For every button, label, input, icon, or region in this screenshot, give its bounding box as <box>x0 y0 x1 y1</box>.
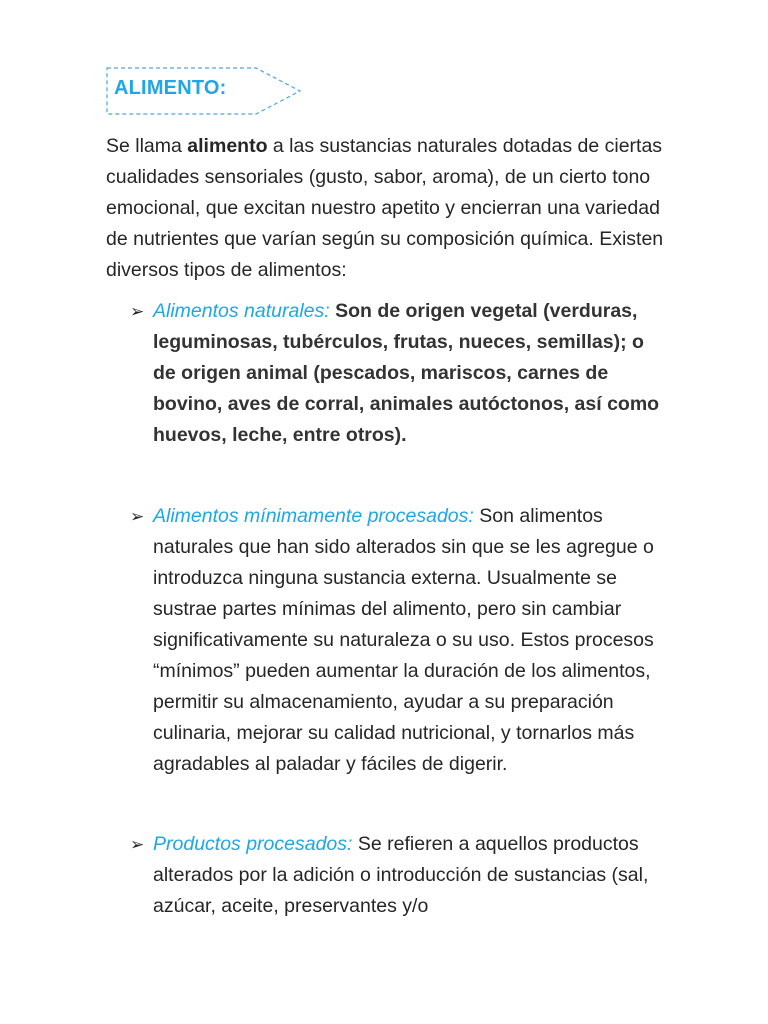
bullet-content <box>153 829 665 922</box>
arrow-bullet-icon: ➢ <box>130 507 145 526</box>
bullet-productos-procesados <box>130 829 665 922</box>
bullet-term: Alimentos naturales: <box>153 300 330 322</box>
bullet-term: Alimentos mínimamente procesados: <box>153 505 474 527</box>
bullet-alimentos-minimamente-procesados <box>130 501 665 780</box>
bullet-text: Son alimentos naturales que han sido alterados sin que se les agregue o introduzca ninguna sustancia externa. Usualmente se sustrae partes mínimas del alimento, pero sin cambiar significativamente su naturaleza o su uso. Estos procesos “mínimos” pueden aumentar la duración de los alimentos, permitir su almacenamiento, ayudar a su preparación culinaria, mejorar su calidad nutricional, y tornarlos más agradables al paladar y fáciles de digerir. <box>153 505 654 775</box>
page-title: ALIMENTO: <box>114 77 227 99</box>
intro-bold-word: alimento <box>187 135 268 157</box>
intro-paragraph <box>106 131 666 286</box>
bullet-text: Son de origen vegetal (verduras, leguminosas, tubérculos, frutas, nueces, semillas); o de origen animal (pescados, mariscos, carnes de bovino, aves de corral, animales autóctonos, así como huevos, leche, entre otros). <box>153 300 660 446</box>
title-banner <box>106 67 302 115</box>
arrow-bullet-icon: ➢ <box>130 835 145 854</box>
bullet-content <box>153 296 665 451</box>
bullet-content <box>153 501 665 780</box>
intro-prefix: Se llama <box>106 135 188 157</box>
arrow-bullet-icon: ➢ <box>130 302 145 321</box>
bullet-term: Productos procesados: <box>153 833 353 855</box>
bullet-alimentos-naturales <box>130 296 665 451</box>
intro-suffix: a las sustancias naturales dotadas de ciertas cualidades sensoriales (gusto, sabor, aroma), de un cierto tono emocional, que excitan nuestro apetito y encierran una variedad de nutrientes que varían según su composición química. Existen diversos tipos de alimentos: <box>106 135 664 281</box>
bullet-text: Se refieren a aquellos productos alterados por la adición o introducción de sustancias (sal, azúcar, aceite, preservantes y/o <box>153 833 649 917</box>
